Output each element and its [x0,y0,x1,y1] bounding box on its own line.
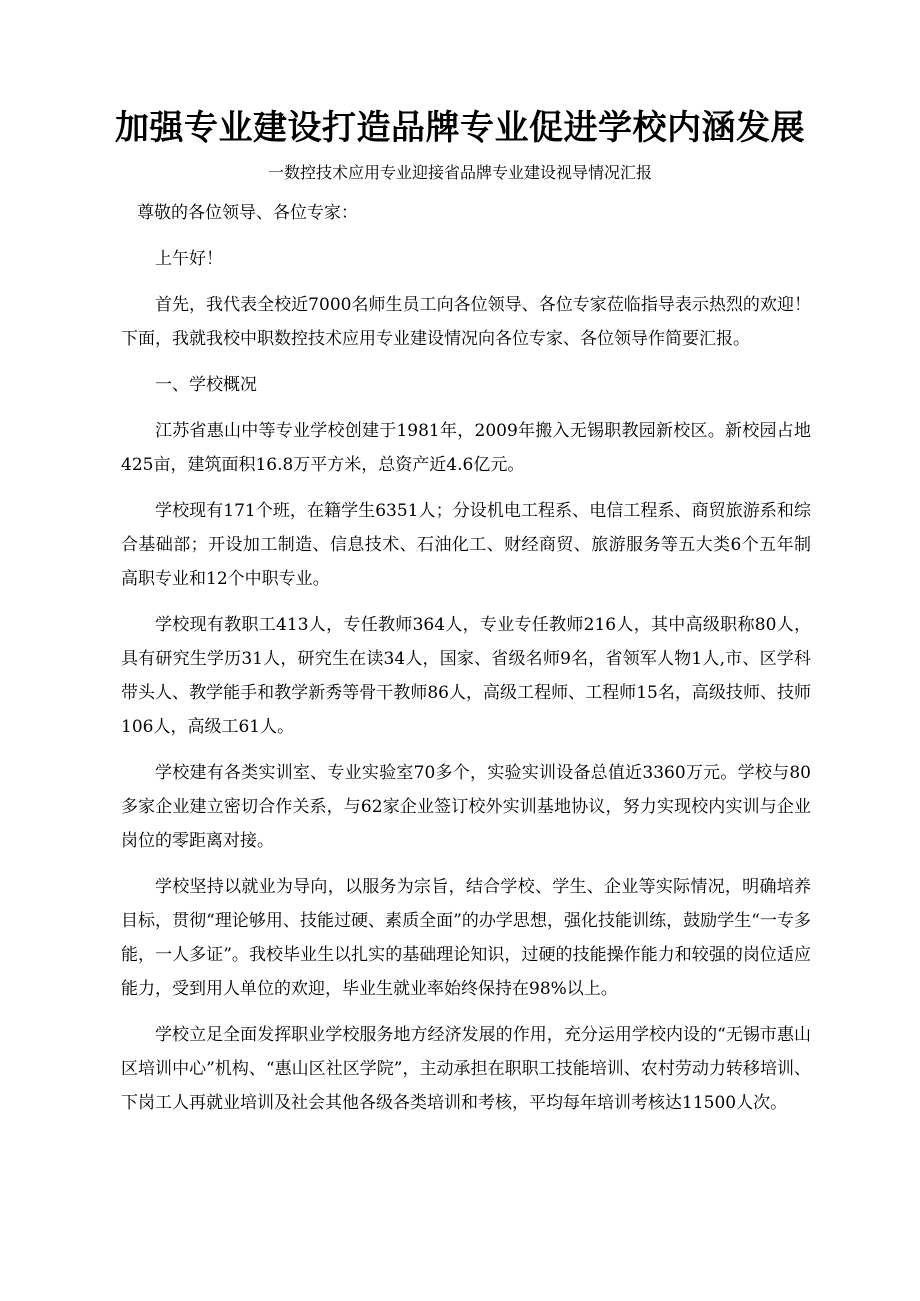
section-heading-school-overview: 一、学校概况 [155,375,257,395]
paragraph-community-training: 学校立足全面发挥职业学校服务地方经济发展的作用，充分运用学校内设的“无锡市惠山区培训中心”机构、“惠山区社区学院”，主动承担在职职工技能培训、农村劳动力转移培训、下岗工人再就业培训及社会其他各级各类培训和考核，平均每年培训考核达11500人次。 [121,1025,811,1113]
salutation: 尊敬的各位领导、各位专家： [137,203,358,223]
paragraph-greeting: 上午好！ [155,249,223,269]
document-subtitle: 一数控技术应用专业迎接省品牌专业建设视导情况汇报 [267,163,652,182]
document-title: 加强专业建设打造品牌专业促进学校内涵发展 [115,108,805,148]
paragraph-welcome: 首先，我代表全校近7000名师生员工向各位领导、各位专家莅临指导表示热烈的欢迎！下面，我就我校中职数控技术应用专业建设情况向各位专家、各位领导作简要汇报。 [121,295,811,349]
paragraph-training-facilities: 学校建有各类实训室、专业实验室70多个，实验实训设备总值近3360万元。学校与80多家企业建立密切合作关系，与62家企业签订校外实训基地协议，努力实现校内实训与企业岗位的零距离对接。 [121,763,811,851]
paragraph-school-history: 江苏省惠山中等专业学校创建于1981年，2009年搬入无锡职教园新校区。新校园占地425亩，建筑面积16.8万平方米，总资产近4.6亿元。 [121,421,811,475]
paragraph-classes-and-majors: 学校现有171个班，在籍学生6351人；分设机电工程系、电信工程系、商贸旅游系和综合基础部；开设加工制造、信息技术、石油化工、财经商贸、旅游服务等五大类6个五年制高职专业和12个中职专业。 [121,501,811,589]
document-body [121,196,811,1132]
paragraph-staff: 学校现有教职工413人，专任教师364人，专业专任教师216人，其中高级职称80人，具有研究生学历31人，研究生在读34人，国家、省级名师9名，省领军人物1人,市、区学科带头人、教学能手和教学新秀等骨干教师86人，高级工程师、工程师15名，高级技师、技师106人，高级工61人。 [121,615,811,737]
paragraph-employment: 学校坚持以就业为导向，以服务为宗旨，结合学校、学生、企业等实际情况，明确培养目标，贯彻“理论够用、技能过硬、素质全面”的办学思想，强化技能训练，鼓励学生“一专多能，一人多证”。我校毕业生以扎实的基础理论知识，过硬的技能操作能力和较强的岗位适应能力，受到用人单位的欢迎，毕业生就业率始终保持在98%以上。 [121,877,811,999]
